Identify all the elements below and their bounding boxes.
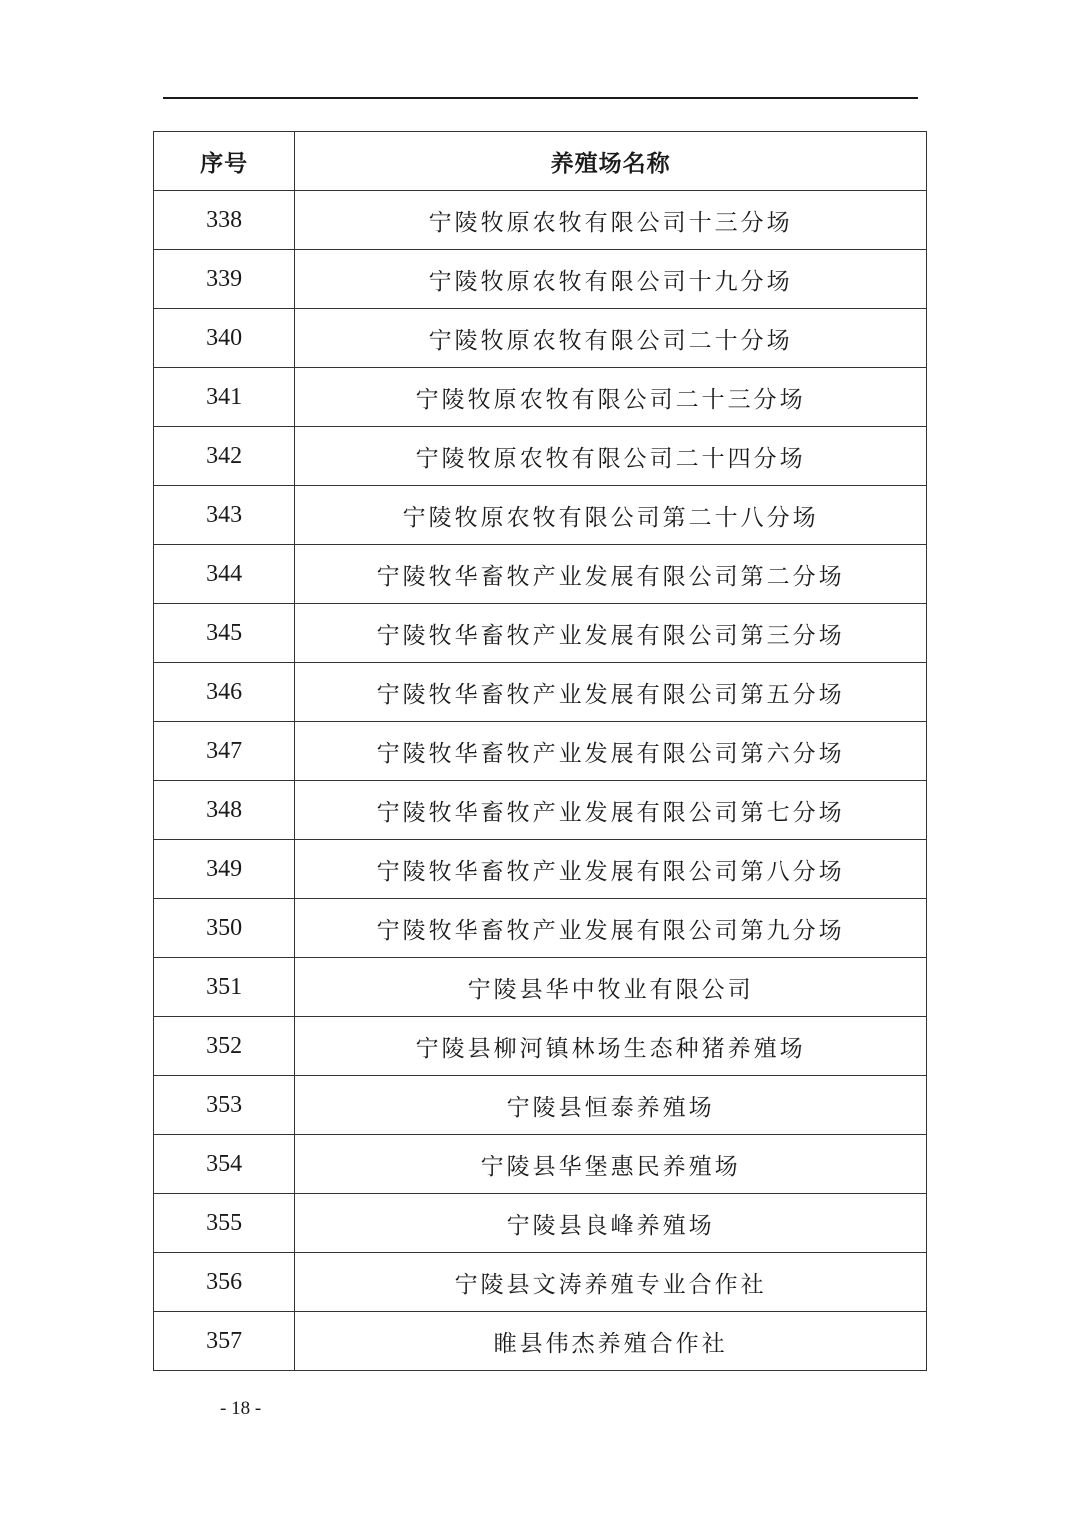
seq-cell: 351 — [154, 958, 295, 1017]
table-row — [154, 663, 927, 722]
farm-name-cell: 宁陵牧原农牧有限公司十三分场 — [295, 191, 927, 250]
table-row — [154, 840, 927, 899]
seq-cell: 341 — [154, 368, 295, 427]
seq-cell: 344 — [154, 545, 295, 604]
seq-cell: 354 — [154, 1135, 295, 1194]
farm-name-cell: 宁陵县恒泰养殖场 — [295, 1076, 927, 1135]
farm-name-cell: 宁陵牧原农牧有限公司第二十八分场 — [295, 486, 927, 545]
farm-name-cell: 宁陵牧华畜牧产业发展有限公司第八分场 — [295, 840, 927, 899]
seq-cell: 342 — [154, 427, 295, 486]
farm-name-cell: 宁陵县良峰养殖场 — [295, 1194, 927, 1253]
table-row — [154, 958, 927, 1017]
table-header-row — [154, 132, 927, 191]
seq-cell: 345 — [154, 604, 295, 663]
seq-cell: 347 — [154, 722, 295, 781]
header-rule — [163, 97, 918, 99]
table-row — [154, 1312, 927, 1371]
farm-name-cell: 宁陵牧原农牧有限公司二十分场 — [295, 309, 927, 368]
table-row — [154, 545, 927, 604]
seq-cell: 356 — [154, 1253, 295, 1312]
seq-cell: 343 — [154, 486, 295, 545]
table-row — [154, 899, 927, 958]
seq-cell: 338 — [154, 191, 295, 250]
table-row — [154, 1253, 927, 1312]
farm-name-cell: 宁陵牧华畜牧产业发展有限公司第七分场 — [295, 781, 927, 840]
table-body — [154, 191, 927, 1371]
seq-cell: 349 — [154, 840, 295, 899]
table-row — [154, 1194, 927, 1253]
farm-list-table — [153, 131, 927, 1371]
seq-cell: 339 — [154, 250, 295, 309]
farm-name-cell: 宁陵县文涛养殖专业合作社 — [295, 1253, 927, 1312]
seq-cell: 350 — [154, 899, 295, 958]
farm-name-cell: 宁陵牧华畜牧产业发展有限公司第九分场 — [295, 899, 927, 958]
farm-name-cell: 宁陵牧原农牧有限公司二十三分场 — [295, 368, 927, 427]
header-farm-name: 养殖场名称 — [295, 132, 927, 191]
seq-cell: 352 — [154, 1017, 295, 1076]
seq-cell: 353 — [154, 1076, 295, 1135]
farm-name-cell: 宁陵牧华畜牧产业发展有限公司第六分场 — [295, 722, 927, 781]
header-seq: 序号 — [154, 132, 295, 191]
table-row — [154, 427, 927, 486]
farm-name-cell: 宁陵牧华畜牧产业发展有限公司第三分场 — [295, 604, 927, 663]
farm-name-cell: 宁陵牧原农牧有限公司二十四分场 — [295, 427, 927, 486]
page-number: - 18 - — [220, 1398, 262, 1419]
table-row — [154, 191, 927, 250]
farm-name-cell: 宁陵县华堡惠民养殖场 — [295, 1135, 927, 1194]
farm-name-cell: 睢县伟杰养殖合作社 — [295, 1312, 927, 1371]
seq-cell: 340 — [154, 309, 295, 368]
farm-name-cell: 宁陵牧华畜牧产业发展有限公司第二分场 — [295, 545, 927, 604]
seq-cell: 357 — [154, 1312, 295, 1371]
farm-name-cell: 宁陵牧原农牧有限公司十九分场 — [295, 250, 927, 309]
table-row — [154, 486, 927, 545]
farm-name-cell: 宁陵牧华畜牧产业发展有限公司第五分场 — [295, 663, 927, 722]
table-row — [154, 309, 927, 368]
table-row — [154, 604, 927, 663]
table-row — [154, 1076, 927, 1135]
table-row — [154, 1017, 927, 1076]
seq-cell: 355 — [154, 1194, 295, 1253]
table-row — [154, 722, 927, 781]
seq-cell: 348 — [154, 781, 295, 840]
seq-cell: 346 — [154, 663, 295, 722]
table-row — [154, 250, 927, 309]
table-row — [154, 368, 927, 427]
farm-name-cell: 宁陵县华中牧业有限公司 — [295, 958, 927, 1017]
table-row — [154, 781, 927, 840]
farm-name-cell: 宁陵县柳河镇林场生态种猪养殖场 — [295, 1017, 927, 1076]
table-row — [154, 1135, 927, 1194]
